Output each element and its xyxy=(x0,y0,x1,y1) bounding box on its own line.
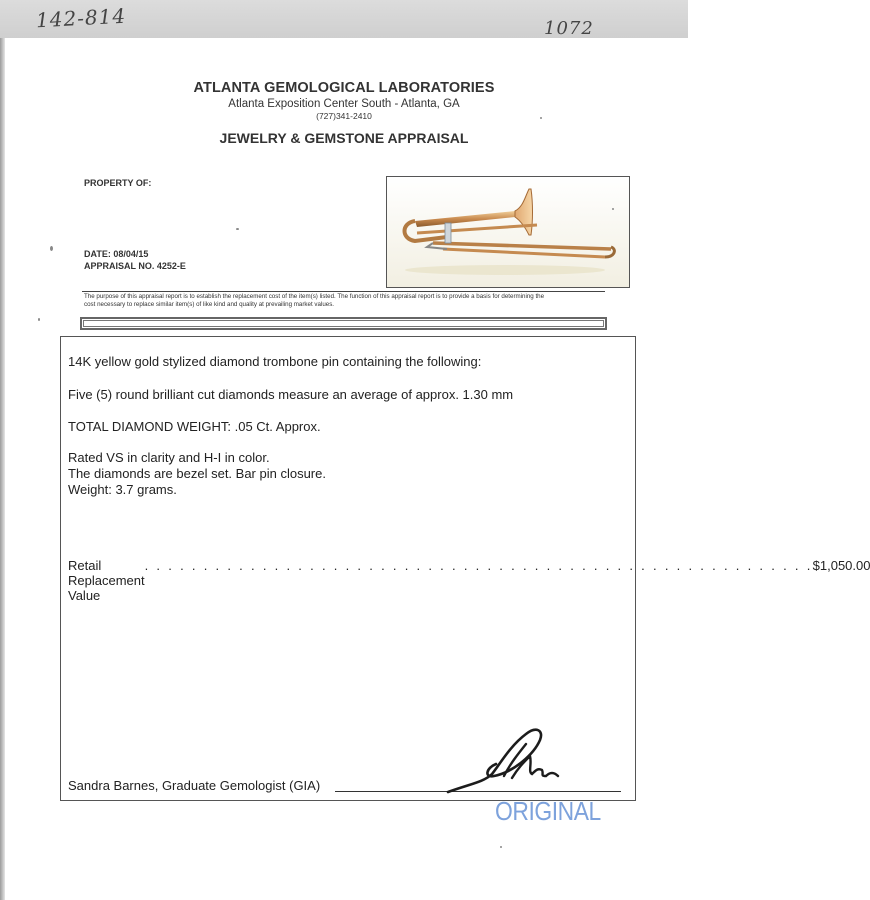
handwritten-note-left: 142-814 xyxy=(35,3,127,33)
lab-address: Atlanta Exposition Center South - Atlanta, GA xyxy=(228,98,460,110)
original-stamp: ORIGINAL xyxy=(495,796,601,826)
handwritten-signature xyxy=(440,724,570,796)
document-title: JEWELRY & GEMSTONE APPRAISAL xyxy=(219,130,469,146)
disclaimer-line-1: The purpose of this appraisal report is to establish the replacement cost of the item(s) listed. The function of this appraisal report is to provide a basis for determining the xyxy=(84,293,545,300)
lab-name: ATLANTA GEMOLOGICAL LABORATORIES xyxy=(193,80,495,96)
item-description: 14K yellow gold stylized diamond trombone pin containing the following: xyxy=(68,354,482,369)
item-photo xyxy=(386,176,630,288)
item-weight: Weight: 3.7 grams. xyxy=(68,482,177,497)
diamond-details: Five (5) round brilliant cut diamonds measure an average of approx. 1.30 mm xyxy=(68,387,514,402)
date-label: DATE: 08/04/15 xyxy=(84,249,149,259)
disclaimer-rule xyxy=(82,291,605,292)
value-leader-dots: . . . . . . . . . . . . . . . . . . . . . . . . . . . . . . . . . . . . . . . . . . . . . . . . . . . . . . . . . xyxy=(144,558,813,573)
scan-left-edge xyxy=(0,38,5,900)
total-diamond-weight: TOTAL DIAMOND WEIGHT: .05 Ct. Approx. xyxy=(68,419,321,434)
setting-closure: The diamonds are bezel set. Bar pin closure. xyxy=(68,466,326,481)
appraisal-number: APPRAISAL NO. 4252-E xyxy=(84,261,186,271)
letterhead xyxy=(0,80,688,122)
clarity-color: Rated VS in clarity and H-I in color. xyxy=(68,450,270,465)
scan-speck xyxy=(236,228,239,230)
scan-speck xyxy=(50,246,53,251)
handwritten-note-right: 1072 xyxy=(544,18,594,39)
lab-phone: (727)341-2410 xyxy=(316,111,372,121)
disclaimer xyxy=(84,293,606,309)
scan-speck xyxy=(500,846,502,848)
disclaimer-line-2: cost necessary to replace similar item(s) of like kind and quality at prevailing market values. xyxy=(84,301,335,308)
value-amount: $1,050.00 xyxy=(812,558,870,573)
trombone-image xyxy=(387,177,629,287)
retail-replacement-value xyxy=(68,558,870,603)
signer-name: Sandra Barnes, Graduate Gemologist (GIA) xyxy=(68,778,321,793)
scan-speck xyxy=(38,318,40,321)
scan-speck xyxy=(540,117,542,119)
scan-speck xyxy=(612,208,614,210)
value-label: Retail Replacement Value xyxy=(68,558,145,603)
property-of-label: PROPERTY OF: xyxy=(84,178,152,188)
double-border-bar xyxy=(80,317,607,330)
